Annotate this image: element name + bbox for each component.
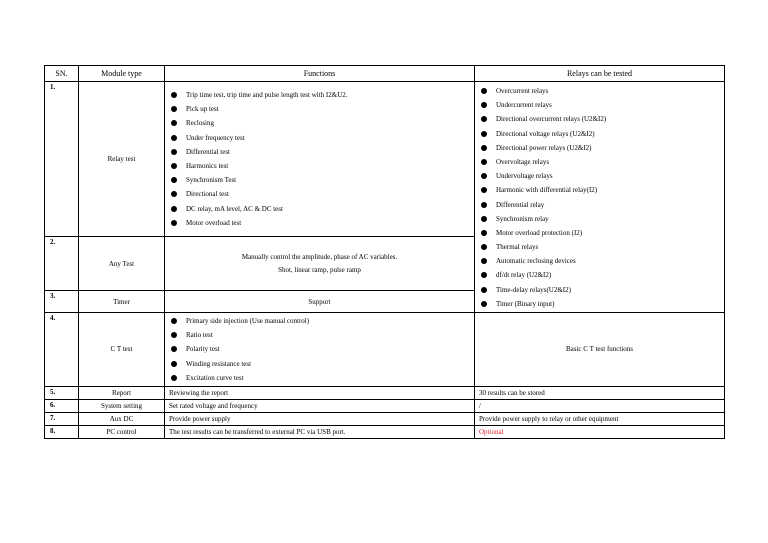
relay-tester-spec-table <box>44 65 725 439</box>
row-sn: 7. <box>45 412 79 425</box>
list-item: Primary side injection (Use manual control) <box>169 314 470 328</box>
list-item: Polarity test <box>169 342 470 356</box>
list-item: Undercurrent relays <box>479 98 720 112</box>
row-sn: 3. <box>45 291 79 313</box>
list-item: Motor overload test <box>169 216 470 230</box>
row-relays: Provide power supply to relay or other equipment <box>475 412 725 425</box>
row-functions <box>165 313 475 387</box>
function-line: Shot, linear ramp, pulse ramp <box>278 265 361 274</box>
list-item: Under frequency test <box>169 131 470 145</box>
list-item: Directional voltage relays (U2&I2) <box>479 127 720 141</box>
list-item: Overvoltage relays <box>479 155 720 169</box>
table-row <box>45 412 725 425</box>
row-functions: Support <box>165 291 475 313</box>
table-row <box>45 399 725 412</box>
row-module: Report <box>79 386 165 399</box>
row-module: C T test <box>79 313 165 387</box>
list-item: df/dt relay (U2&I2) <box>479 268 720 282</box>
row-sn: 8. <box>45 425 79 438</box>
row-sn: 1. <box>45 82 79 237</box>
list-item: Automatic reclosing devices <box>479 254 720 268</box>
list-item: Trip time test, trip time and pulse length test with I2&U2. <box>169 88 470 102</box>
list-item: Time-delay relays(U2&I2) <box>479 283 720 297</box>
list-item: Differential test <box>169 145 470 159</box>
row-module: Aux DC <box>79 412 165 425</box>
table-row <box>45 313 725 387</box>
list-item: Differential relay <box>479 198 720 212</box>
row-relays: / <box>475 399 725 412</box>
list-item: Synchronism relay <box>479 212 720 226</box>
header-functions: Functions <box>165 66 475 82</box>
list-item: Motor overload protection (I2) <box>479 226 720 240</box>
list-item: Harmonic with differential relay(I2) <box>479 183 720 197</box>
function-line: Manually control the amplitude, phase of AC variables. <box>241 252 398 261</box>
table-row <box>45 425 725 438</box>
relays-list <box>479 84 720 311</box>
row-relays: 30 results can be stored <box>475 386 725 399</box>
row-functions <box>165 237 475 291</box>
relays-list-cell <box>475 82 725 313</box>
list-item: Synchronism Test <box>169 173 470 187</box>
row-functions: Provide power supply <box>165 412 475 425</box>
row-sn: 6. <box>45 399 79 412</box>
row-functions <box>165 82 475 237</box>
row-functions: The test results can be transferred to external PC via USB port. <box>165 425 475 438</box>
row-module: PC control <box>79 425 165 438</box>
row-relays-optional: Optional <box>475 425 725 438</box>
list-item: Directional test <box>169 187 470 201</box>
function-list <box>169 88 470 230</box>
list-item: Overcurrent relays <box>479 84 720 98</box>
row-sn: 2. <box>45 237 79 291</box>
table-header-row <box>45 66 725 82</box>
list-item: Reclosing <box>169 116 470 130</box>
list-item: Excitation curve test <box>169 371 470 385</box>
list-item: DC relay, mA level, AC & DC test <box>169 202 470 216</box>
list-item: Thermal relays <box>479 240 720 254</box>
list-item: Timer (Binary input) <box>479 297 720 311</box>
row-functions: Reviewing the report <box>165 386 475 399</box>
list-item: Directional overcurrent relays (U2&I2) <box>479 112 720 126</box>
list-item: Winding resistance test <box>169 357 470 371</box>
list-item: Ratio test <box>169 328 470 342</box>
row-sn: 5. <box>45 386 79 399</box>
row-relays: Basic C T test functions <box>475 313 725 387</box>
list-item: Directional power relays (U2&I2) <box>479 141 720 155</box>
row-module: Relay test <box>79 82 165 237</box>
row-module: System setting <box>79 399 165 412</box>
list-item: Harmonics test <box>169 159 470 173</box>
row-module: Any Test <box>79 237 165 291</box>
table-row <box>45 386 725 399</box>
list-item: Pick up test <box>169 102 470 116</box>
list-item: Undervoltage relays <box>479 169 720 183</box>
row-sn: 4. <box>45 313 79 387</box>
header-module-type: Module type <box>79 66 165 82</box>
function-list <box>169 314 470 385</box>
row-module: Timer <box>79 291 165 313</box>
row-functions: Set rated voltage and frequency <box>165 399 475 412</box>
table-row <box>45 82 725 237</box>
header-relays: Relays can be tested <box>475 66 725 82</box>
header-sn: SN. <box>45 66 79 82</box>
